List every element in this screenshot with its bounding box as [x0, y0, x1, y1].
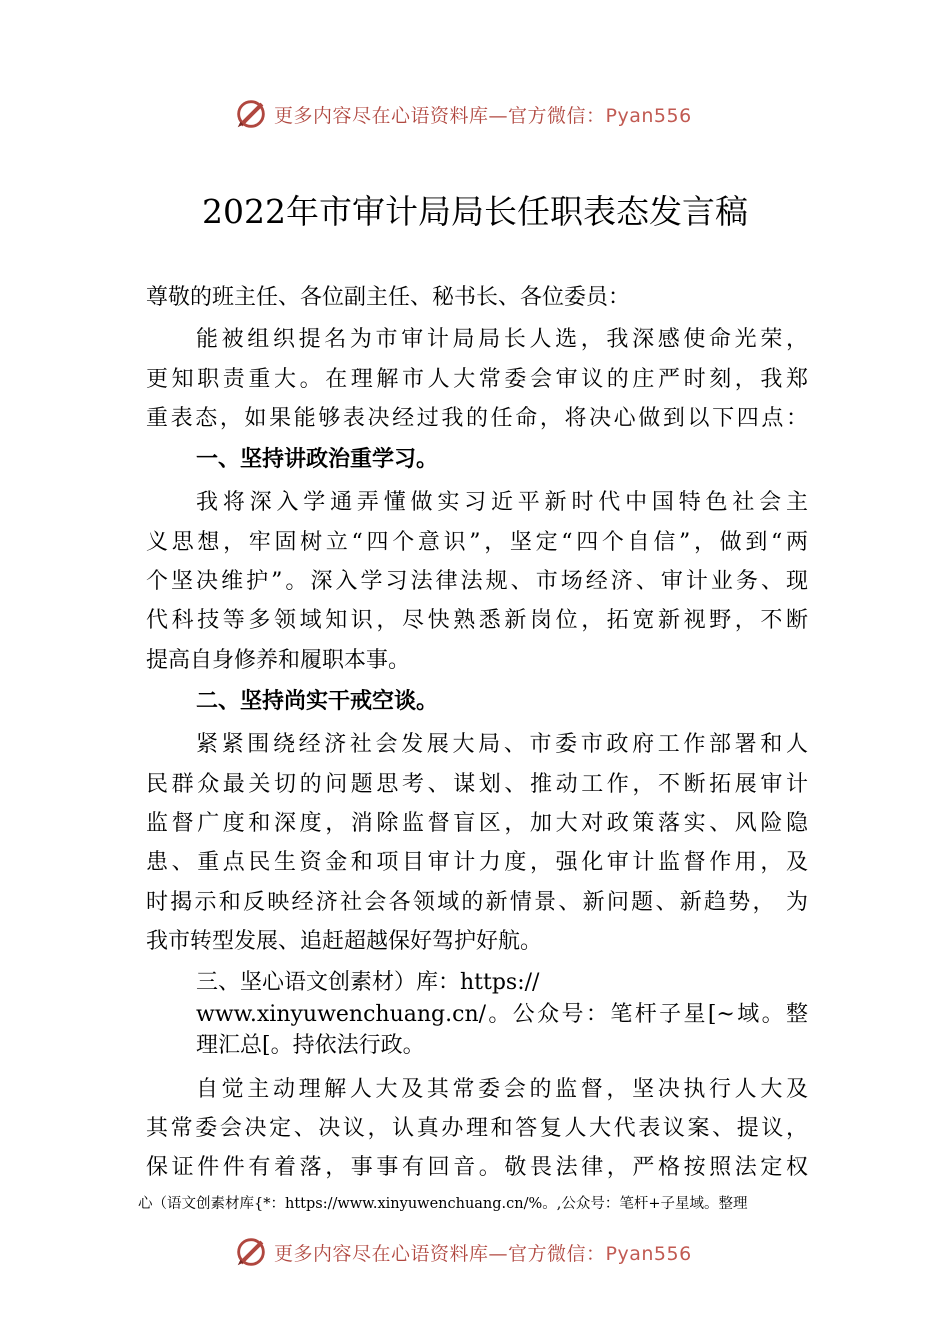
paragraph-line: 更知职责重大。在理解市人大常委会审议的庄严时刻，我郑: [146, 367, 808, 392]
document-title: 2022年市审计局局长任职表态发言稿: [202, 192, 748, 231]
banner-wechat-id: Pyan556: [605, 104, 692, 127]
paragraph-line: 患、重点民生资金和项目审计力度，强化审计监督作用，及: [146, 850, 808, 875]
footer-note: 心（语文创素材库{*：https://www.xinyuwenchuang.cn/%。,公众号：笔杆+子星域。整理: [138, 1196, 748, 1212]
banner-text: 更多内容尽在心语资料库—官方微信：Pyan556: [274, 104, 692, 127]
paragraph-line: 我将深入学通弄懂做实习近平新时代中国特色社会主: [196, 490, 808, 515]
salutation: 尊敬的班主任、各位副主任、秘书长、各位委员：: [146, 285, 631, 310]
header-banner: [232, 94, 692, 134]
section-heading-2: 二、坚持尚实干戒空谈。: [196, 689, 439, 714]
paragraph-line: www.xinyuwenchuang.cn/。公众号：笔杆子星[~域。整: [196, 1002, 808, 1027]
paragraph-line: 民群众最关切的问题思考、谋划、推动工作，不断拓展审计: [146, 772, 808, 797]
paragraph-line: 三、坚心语文创素材）库：https://: [196, 970, 540, 995]
paragraph-line: 代科技等多领域知识，尽快熟悉新岗位，拓宽新视野，不断: [146, 608, 808, 633]
paragraph-line: 理汇总[。持依法行政。: [196, 1033, 425, 1058]
paragraph-line: 提高自身修养和履职本事。: [146, 648, 411, 673]
paragraph-line: 我市转型发展、追赶超越保好驾护好航。: [146, 929, 543, 954]
pen-logo-icon: [232, 1233, 270, 1271]
paragraph-line: 重表态，如果能够表决经过我的任命，将决心做到以下四点：: [146, 406, 808, 431]
paragraph-line: 保证件件有着落，事事有回音。敬畏法律，严格按照法定权: [146, 1155, 808, 1180]
banner-wechat-id: Pyan556: [605, 1242, 692, 1265]
paragraph-line: 监督广度和深度，消除监督盲区，加大对政策落实、风险隐: [146, 811, 808, 836]
footer-banner: [232, 1232, 692, 1272]
paragraph-line: 能被组织提名为市审计局局长人选，我深感使命光荣，: [196, 327, 808, 352]
paragraph-line: 自觉主动理解人大及其常委会的监督，坚决执行人大及: [196, 1077, 808, 1102]
paragraph-line: 时揭示和反映经济社会各领域的新情景、新问题、新趋势， 为: [146, 890, 808, 915]
paragraph-line: 个坚决维护”。深入学习法律法规、市场经济、审计业务、现: [146, 569, 808, 594]
paragraph-line: 其常委会决定、决议，认真办理和答复人大代表议案、提议，: [146, 1116, 808, 1141]
paragraph-line: 紧紧围绕经济社会发展大局、市委市政府工作部署和人: [196, 732, 808, 757]
pen-logo-icon: [232, 95, 270, 133]
banner-text: 更多内容尽在心语资料库—官方微信：Pyan556: [274, 1242, 692, 1265]
paragraph-line: 义思想，牢固树立“四个意识”，坚定“四个自信”，做到“两: [146, 530, 808, 555]
section-heading-1: 一、坚持讲政治重学习。: [196, 447, 439, 472]
